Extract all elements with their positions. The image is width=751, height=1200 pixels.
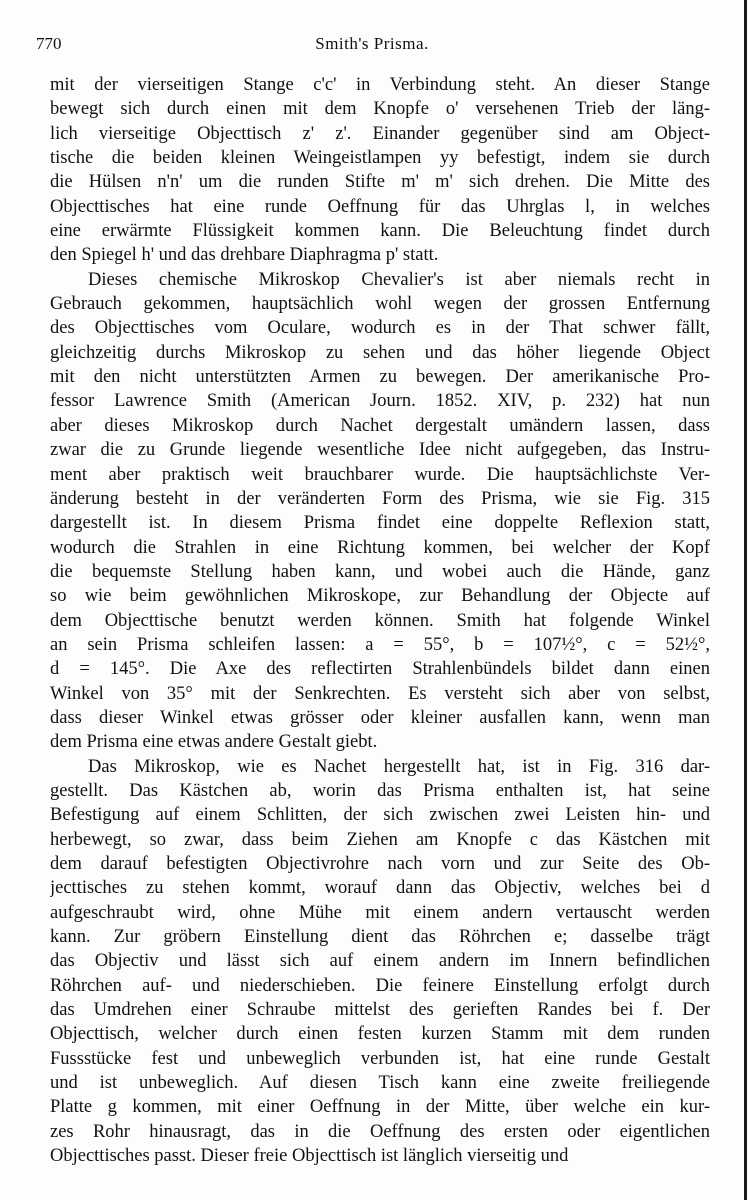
text-line: eine erwärmte Flüssigkeit kommen kann. Die Beleuchtung findet durch [50,221,710,242]
text-line: zes Rohr hinausragt, das in die Oeffnung des ersten oder eigentlichen [50,1121,710,1142]
text-line: so wie beim gewöhnlichen Mikroskope, zur Behandlung der Objecte auf [50,586,710,607]
paragraph [50,268,710,755]
text-line: den Spiegel h' und das drehbare Diaphragma p' statt. [50,245,439,266]
text-line: dem Objecttische benutzt werden können. Smith hat folgende Winkel [50,610,710,631]
text-line: zwar die zu Grunde liegende wesentliche Idee nicht aufgegeben, das Instru- [50,440,710,461]
paragraph [50,73,710,268]
text-line: mit den nicht unterstützten Armen zu bewegen. Der amerikanische Pro- [50,367,710,388]
text-line: kann. Zur gröbern Einstellung dient das Röhrchen e; dasselbe trägt [50,927,710,948]
text-line: Winkel von 35° mit der Senkrechten. Es versteht sich aber von selbst, [50,683,710,704]
text-line: des Objecttisches vom Oculare, wodurch es in der That schwer fällt, [50,318,710,339]
text-line: ment aber praktisch weit brauchbarer wurde. Die hauptsächlichste Ver- [50,464,710,485]
text-line: Gebrauch gekommen, hauptsächlich wohl wegen der grossen Entfernung [50,294,710,315]
text-line: Dieses chemische Mikroskop Chevalier's ist aber niemals recht in [88,269,710,290]
text-line: mit der vierseitigen Stange c'c' in Verbindung steht. An dieser Stange [50,75,710,95]
text-line: gestellt. Das Kästchen ab, worin das Prisma enthalten ist, hat seine [50,780,710,801]
text-line: Fussstücke fest und unbeweglich verbunden ist, hat eine runde Gestalt [50,1048,710,1069]
text-line: gleichzeitig durchs Mikroskop zu sehen und das höher liegende Object [50,342,710,363]
text-line: Röhrchen auf- und niederschieben. Die feinere Einstellung erfolgt durch [50,975,710,996]
text-line: an sein Prisma schleifen lassen: a = 55°, b = 107½°, c = 52½°, [50,634,710,655]
text-line: dem Prisma eine etwas andere Gestalt giebt. [50,732,378,753]
text-line: dem darauf befestigten Objectivrohre nach vorn und zur Seite des Ob- [50,854,710,874]
page-edge-rule [744,0,747,1200]
text-line: Objecttisch, welcher durch einen festen kurzen Stamm mit dem runden [50,1024,710,1045]
text-line: das Umdrehen einer Schraube mittelst des gerieften Randes bei f. Der [50,1000,710,1021]
text-line: bewegt sich durch einen mit dem Knopfe o' versehenen Trieb der läng- [50,99,710,120]
body-text [50,73,710,1168]
text-line: das Objectiv und lässt sich auf einem andern im Innern befindlichen [50,951,710,972]
text-line: d = 145°. Die Axe des reflectirten Strahlenbündels bildet dann einen [50,659,710,680]
text-line: dass dieser Winkel etwas grösser oder kleiner ausfallen kann, wenn man [50,707,710,728]
page-header [36,34,708,58]
text-line: Das Mikroskop, wie es Nachet hergestellt hat, ist in Fig. 316 dar- [88,756,710,777]
paragraph [50,755,710,1169]
text-line: Objecttisches hat eine runde Oeffnung für das Uhrglas l, in welches [50,196,710,217]
text-line: Platte g kommen, mit einer Oeffnung in der Mitte, über welche ein kur- [50,1097,710,1118]
running-title: Smith's Prisma. [315,34,429,53]
text-line: Objecttisches passt. Dieser freie Objecttisch ist länglich vierseitig und [50,1146,569,1167]
text-line: herbewegt, so zwar, dass beim Ziehen am Knopfe c das Kästchen mit [50,829,710,850]
text-line: aber dieses Mikroskop durch Nachet dergestalt umändern lassen, dass [50,415,710,436]
text-line: fessor Lawrence Smith (American Journ. 1852. XIV, p. 232) hat nun [50,391,710,412]
text-line: aufgeschraubt wird, ohne Mühe mit einem andern vertauscht werden [50,902,710,923]
page-number: 770 [36,34,62,53]
text-line: tische die beiden kleinen Weingeistlampen yy befestigt, indem sie durch [50,148,710,169]
text-line: die bequemste Stellung haben kann, und wobei auch die Hände, ganz [50,561,710,582]
text-line: änderung besteht in der veränderten Form des Prisma, wie sie Fig. 315 [50,488,710,509]
text-line: lich vierseitige Objecttisch z' z'. Einander gegenüber sind am Object- [50,123,710,144]
text-line: wodurch die Strahlen in eine Richtung kommen, bei welcher der Kopf [50,537,710,558]
text-line: Befestigung auf einem Schlitten, der sich zwischen zwei Leisten hin- und [50,805,710,826]
text-line: jecttisches zu stehen kommt, worauf dann das Objectiv, welches bei d [50,878,710,899]
text-line: und ist unbeweglich. Auf diesen Tisch kann eine zweite freiliegende [50,1073,710,1094]
text-line: dargestellt ist. In diesem Prisma findet eine doppelte Reflexion statt, [50,513,710,534]
text-line: die Hülsen n'n' um die runden Stifte m' m' sich drehen. Die Mitte des [50,172,710,193]
